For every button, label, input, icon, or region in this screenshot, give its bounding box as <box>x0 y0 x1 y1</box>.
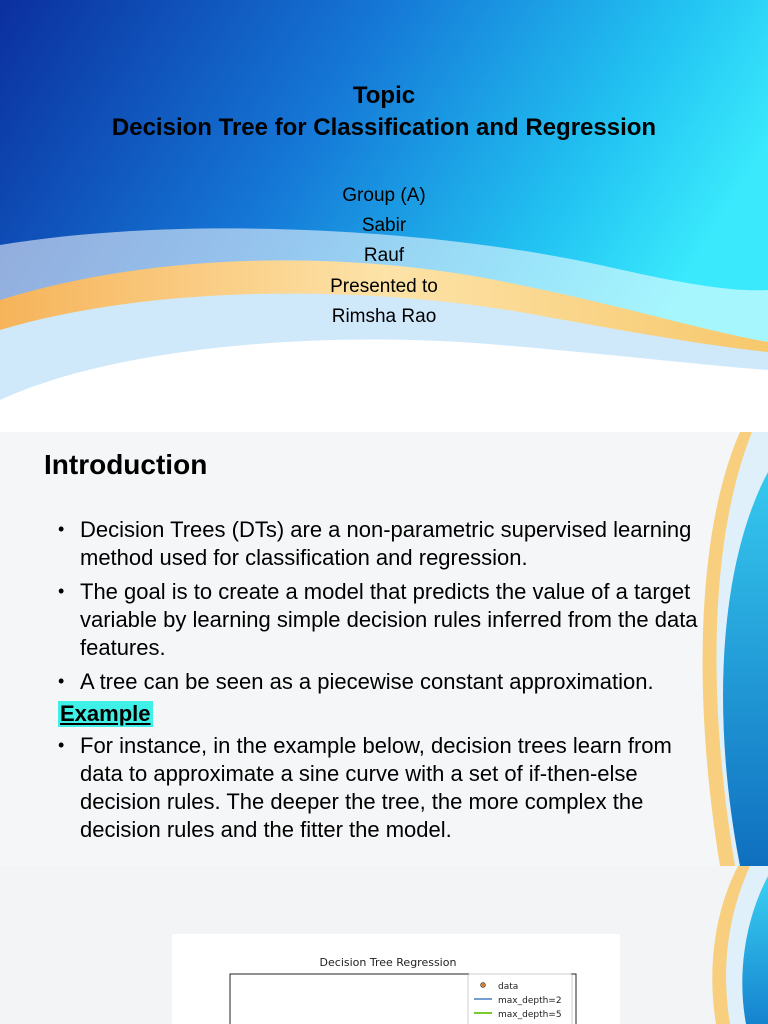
bullet-text: The goal is to create a model that predicts the value of a target variable by learning simple decision rules inferred from the data features. <box>80 579 698 660</box>
introduction-slide <box>0 432 768 866</box>
bullet-text: For instance, in the example below, decision trees learn from data to approximate a sine curve with a set of if-then-else decision rules. The deeper the tree, the more complex the decision rules and the fitter the model. <box>80 733 672 842</box>
bullet-item <box>58 732 708 844</box>
legend-label-data: data <box>498 982 519 992</box>
chart-slide <box>0 866 768 1024</box>
bullet-item <box>58 578 708 662</box>
bullet-text: A tree can be seen as a piecewise constant approximation. <box>80 669 654 694</box>
chart-canvas <box>172 934 620 1024</box>
introduction-heading: Introduction <box>44 449 208 480</box>
title-slide <box>0 0 768 432</box>
decision-tree-chart <box>172 934 620 1024</box>
bullet-marker: • <box>58 581 65 601</box>
bullet-marker: • <box>58 671 65 691</box>
legend-label-depth2: max_depth=2 <box>498 996 562 1006</box>
presenter-name: Rimsha Rao <box>331 306 437 327</box>
chart-title: Decision Tree Regression <box>319 956 457 969</box>
bullet-item <box>58 668 708 696</box>
presented-to-label: Presented to <box>330 276 438 297</box>
bullet-text: Decision Trees (DTs) are a non-parametric supervised learning method used for classification and regression. <box>80 517 692 570</box>
bullet-marker: • <box>58 519 65 539</box>
bullet-list <box>58 516 708 850</box>
presentation-title: Decision Tree for Classification and Regression <box>111 114 657 141</box>
author-rauf: Rauf <box>363 245 405 266</box>
bullet-marker: • <box>58 735 65 755</box>
bullet-item <box>58 516 708 572</box>
topic-label: Topic <box>352 82 416 109</box>
legend-label-depth5: max_depth=5 <box>498 1010 562 1020</box>
group-label: Group (A) <box>342 185 426 206</box>
author-sabir: Sabir <box>361 215 407 236</box>
example-label: Example <box>60 701 151 726</box>
legend-data-marker <box>481 983 486 988</box>
